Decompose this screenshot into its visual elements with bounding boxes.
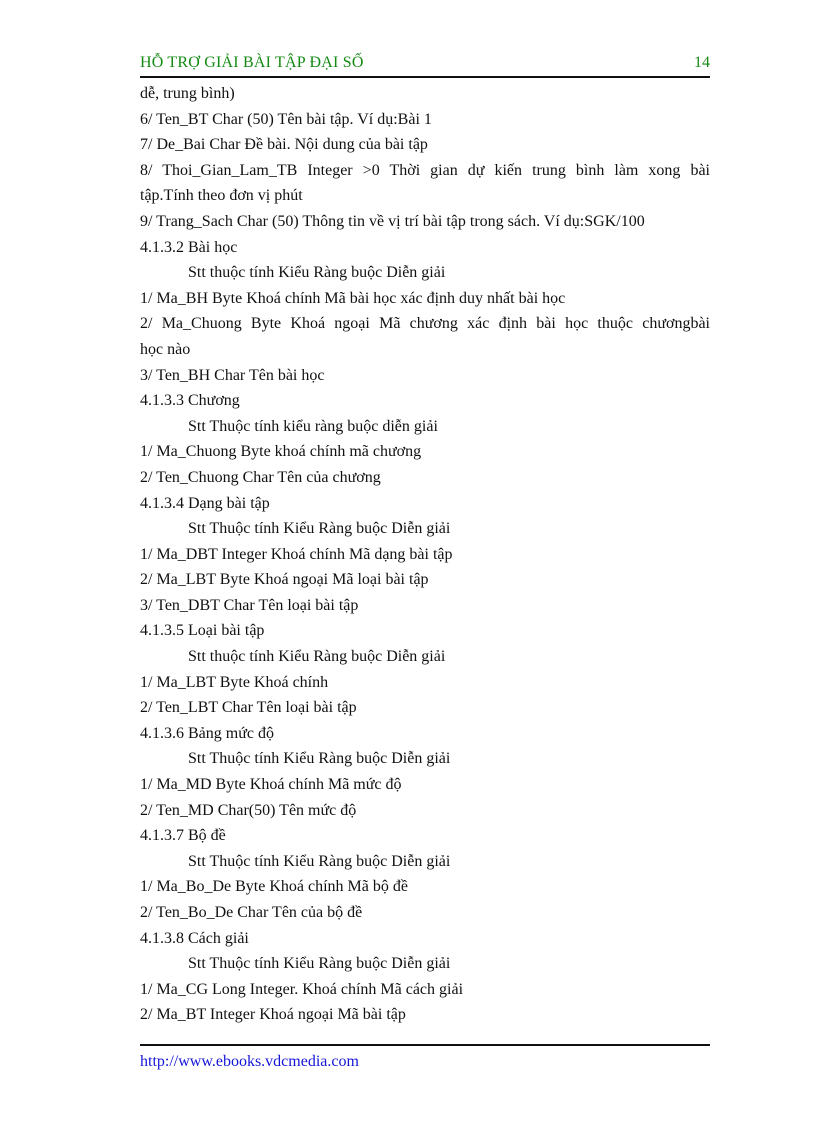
section-heading: 4.1.3.4 Dạng bài tập <box>140 494 270 512</box>
section-heading: 4.1.3.6 Bảng mức độ <box>140 724 274 742</box>
table-column-header: Stt Thuộc tính Kiểu Ràng buộc Diễn giải <box>188 520 451 538</box>
attribute-row: 1/ Ma_Chuong Byte khoá chính mã chương <box>140 443 422 461</box>
attribute-row: 1/ Ma_LBT Byte Khoá chính <box>140 673 329 691</box>
document-body <box>140 81 710 1028</box>
attribute-row: 2/ Ma_Chuong Byte Khoá ngoại Mã chương xác định bài học thuộc chươngbài <box>140 315 710 333</box>
footer-website-link[interactable]: http://www.ebooks.vdcmedia.com <box>140 1053 359 1070</box>
body-line: dễ, trung bình) <box>140 85 235 102</box>
attribute-row: 2/ Ten_MD Char(50) Tên mức độ <box>140 801 357 819</box>
attribute-row: 1/ Ma_MD Byte Khoá chính Mã mức độ <box>140 776 402 794</box>
attribute-row: 2/ Ma_LBT Byte Khoá ngoại Mã loại bài tập <box>140 571 429 589</box>
page-header <box>140 54 710 78</box>
attribute-row: 1/ Ma_BH Byte Khoá chính Mã bài học xác định duy nhất bài học <box>140 289 566 307</box>
header-title: HỖ TRỢ GIẢI BÀI TẬP ĐẠI SỐ <box>140 54 364 71</box>
header-divider <box>140 76 710 78</box>
attribute-row: 2/ Ten_Bo_De Char Tên của bộ đề <box>140 904 363 921</box>
body-line: tập.Tính theo đơn vị phút <box>140 187 303 205</box>
table-column-header: Stt Thuộc tính Kiểu Ràng buộc Diễn giải <box>188 955 451 973</box>
section-heading: 4.1.3.5 Loại bài tập <box>140 622 265 640</box>
footer-divider <box>140 1044 710 1046</box>
section-heading: 4.1.3.8 Cách giải <box>140 929 249 947</box>
table-column-header: Stt Thuộc tính Kiểu Ràng buộc Diễn giải <box>188 852 451 870</box>
attribute-row: 7/ De_Bai Char Đề bài. Nội dung của bài tập <box>140 136 428 154</box>
attribute-row: 2/ Ma_BT Integer Khoá ngoại Mã bài tập <box>140 1006 406 1024</box>
body-line: học nào <box>140 340 191 358</box>
attribute-row: 3/ Ten_BH Char Tên bài học <box>140 366 325 384</box>
page-number: 14 <box>694 54 710 71</box>
attribute-row: 8/ Thoi_Gian_Lam_TB Integer >0 Thời gian dự kiến trung bình làm xong bài <box>140 161 710 179</box>
table-column-header: Stt thuộc tính Kiểu Ràng buộc Diễn giải <box>188 264 446 282</box>
attribute-row: 1/ Ma_CG Long Integer. Khoá chính Mã cách giải <box>140 980 464 998</box>
attribute-row: 1/ Ma_DBT Integer Khoá chính Mã dạng bài tập <box>140 545 453 563</box>
table-column-header: Stt thuộc tính Kiểu Ràng buộc Diễn giải <box>188 648 446 666</box>
attribute-row: 2/ Ten_LBT Char Tên loại bài tập <box>140 699 357 717</box>
section-heading: 4.1.3.3 Chương <box>140 392 240 410</box>
section-heading: 4.1.3.2 Bài học <box>140 238 238 256</box>
attribute-row: 6/ Ten_BT Char (50) Tên bài tập. Ví dụ:Bài 1 <box>140 110 432 128</box>
table-column-header: Stt Thuộc tính kiểu ràng buộc diễn giải <box>188 417 438 435</box>
section-heading: 4.1.3.7 Bộ đề <box>140 827 226 845</box>
attribute-row: 1/ Ma_Bo_De Byte Khoá chính Mã bộ đề <box>140 878 408 896</box>
table-column-header: Stt Thuộc tính Kiểu Ràng buộc Diễn giải <box>188 750 451 768</box>
attribute-row: 9/ Trang_Sach Char (50) Thông tin về vị trí bài tập trong sách. Ví dụ:SGK/100 <box>140 212 645 230</box>
attribute-row: 2/ Ten_Chuong Char Tên của chương <box>140 468 381 486</box>
attribute-row: 3/ Ten_DBT Char Tên loại bài tập <box>140 596 359 614</box>
